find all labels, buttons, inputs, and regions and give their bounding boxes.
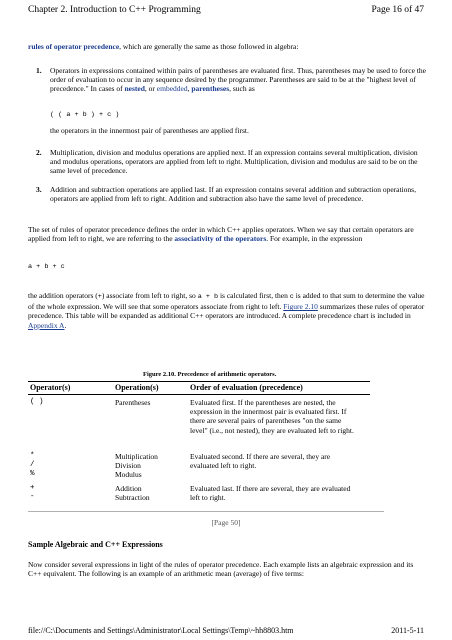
assoc-code-example: a + b + c: [28, 263, 65, 271]
table-row-parentheses-name: Parentheses: [115, 398, 151, 407]
file-path: file://C:\Documents and Settings\Administrator\Local Settings\Temp\~hh8803.htm: [28, 626, 294, 635]
page-number: Page 16 of 47: [371, 5, 424, 15]
section-paragraph: Now consider several expressions in light of the rules of operator precedence. Each example lists an algebraic expression and its C++ equivalent. The following is an example of an arithmetic mean (average) of five terms:: [28, 560, 414, 579]
page-marker: [Page 50]: [211, 518, 241, 527]
precedence-table: Operator(s) Operation(s) Order of evaluation (precedence) ( ) Parentheses Evaluated first. If the parentheses are nested, the expression in the innermost pair is evaluated first. If there are several pairs of parentheses "on the same level" (i.e., not nested), they are evaluated left to right. * / % Multiplication Division Modulus Evaluated second. If there are several, they are evaluated left to right. + - Addition Subtraction Evaluated last. If there are several, they are evaluated left to right.: [28, 381, 370, 501]
nested-code-example: ( ( a + b ) + c ): [50, 111, 120, 119]
print-date: 2011-5-11: [391, 626, 424, 635]
table-row-mult-order: Evaluated second. If there are several, they are evaluated left to right.: [190, 452, 331, 471]
explain-paragraph: the addition operators (+) associate from left to right, so a + b is calculated first, then c is added to that sum to determine the value of the whole expression. We will see that some operators associate from right to left. Figure 2.10 summarizes these rules of operator precedence. This table will be expanded as additional C++ operators are introduced. A complete precedence chart is included in Appendix A.: [28, 291, 425, 330]
nested-term: nested: [124, 84, 145, 94]
page-divider: [28, 511, 384, 512]
page-footer: [28, 626, 424, 635]
embedded-term: embedded: [156, 84, 188, 94]
precedence-term: rules of operator precedence: [28, 42, 120, 51]
appendix-a-link[interactable]: Appendix A: [28, 320, 65, 330]
col-header-operations: Operation(s): [115, 383, 159, 392]
rule-number: 1.: [36, 66, 42, 75]
table-row-add-order: Evaluated last. If there are several, they are evaluated left to right.: [190, 484, 351, 503]
page-header: [28, 5, 424, 15]
associativity-paragraph: The set of rules of operator precedence defines the order in which C++ applies operators. When we say that certain operators are applied from left to right, we are referring to the associativity of the operators. For example, in the expression: [28, 225, 414, 244]
intro-paragraph: rules of operator precedence, which are generally the same as those followed in algebra:: [28, 42, 299, 51]
col-header-order: Order of evaluation (precedence): [190, 383, 303, 392]
col-header-operators: Operator(s): [30, 383, 71, 392]
figure-2-10-link[interactable]: Figure 2.10: [283, 302, 318, 312]
rule-1-after: the operators in the innermost pair of parentheses are applied first.: [50, 126, 249, 135]
section-title: Sample Algebraic and C++ Expressions: [28, 540, 163, 549]
parentheses-term: parentheses: [191, 84, 230, 94]
chapter-title: Chapter 2. Introduction to C++ Programming: [28, 5, 201, 15]
associativity-term: associativity of the operators: [174, 234, 267, 244]
document-page: Chapter 2. Introduction to C++ Programming Page 16 of 47 rules of operator precedence, which are generally the same as those followed in algebra: 1. Operators in expressions contained within pairs of parentheses are evaluated first. Thus, parentheses may be used to force the order of evaluation to occur in any sequence desired by the programmer. Parentheses are said to be at the "highest level of precedence." In cases of nested, or embedded, parentheses, such as ( ( a + b ) + c ) the operators in the innermost pair of parentheses are applied first. 2. Multiplication, division and modulus operations are applied next. If an expression contains several multiplication, division and modulus operations, operators are applied from left to right. Multiplication, division and modulus are said to be on the same level of precedence. 3. Addition and subtraction operations are applied last. If an expression contains several addition and subtraction operations, operators are applied from left to right. Addition and subtraction also have the same level of precedence. The set of rules of operator precedence defines the order in which C++ applies operators. When we say that certain operators are applied from left to right, we are referring to the associativity of the operators. For example, in the expression a + b + c the addition operators (+) associate from left to right, so a + b is calculated first, then c is added to that sum to determine the value of the whole expression. We will see that some operators associate from right to left. Figure 2.10 summarizes these rules of operator precedence. This table will be expanded as additional C++ operators are introduced. A complete precedence chart is included in Appendix A. Figure 2.10. Precedence of arithmetic operators. Operator(s) Operation(s) Order of evaluation (precedence) ( ) Parentheses Evaluated first. If the parentheses are nested, the expression in the innermost pair is evaluated first. If there are several pairs of parentheses "on the same level" (i.e., not nested), they are evaluated left to right. * / % Multiplication Division Modulus Evaluated second. If there are several, they are evaluated left to right. + - Addition Subtraction Evaluated last. If there are several, they are evaluated left to right. [Page 50] Sample Algebraic and C++ Expressions Now consider several expressions in light of the rules of operator precedence. Each example lists an algebraic expression and its C++ equivalent. The following is an example of an arithmetic mean (average) of five terms: file://C:\Documents and Settings\Administrator\Local Settings\Temp\~hh8803.htm 2011-5-11: [0, 0, 452, 640]
table-row-parentheses-op: ( ): [30, 398, 44, 406]
table-row-parentheses-order: Evaluated first. If the parentheses are nested, the expression in the innermost pair is evaluated first. If there are several pairs of parentheses "on the same level" (i.e., not nested), they are evaluated left to right.: [190, 398, 354, 435]
figure-caption: Figure 2.10. Precedence of arithmetic operators.: [143, 371, 277, 378]
